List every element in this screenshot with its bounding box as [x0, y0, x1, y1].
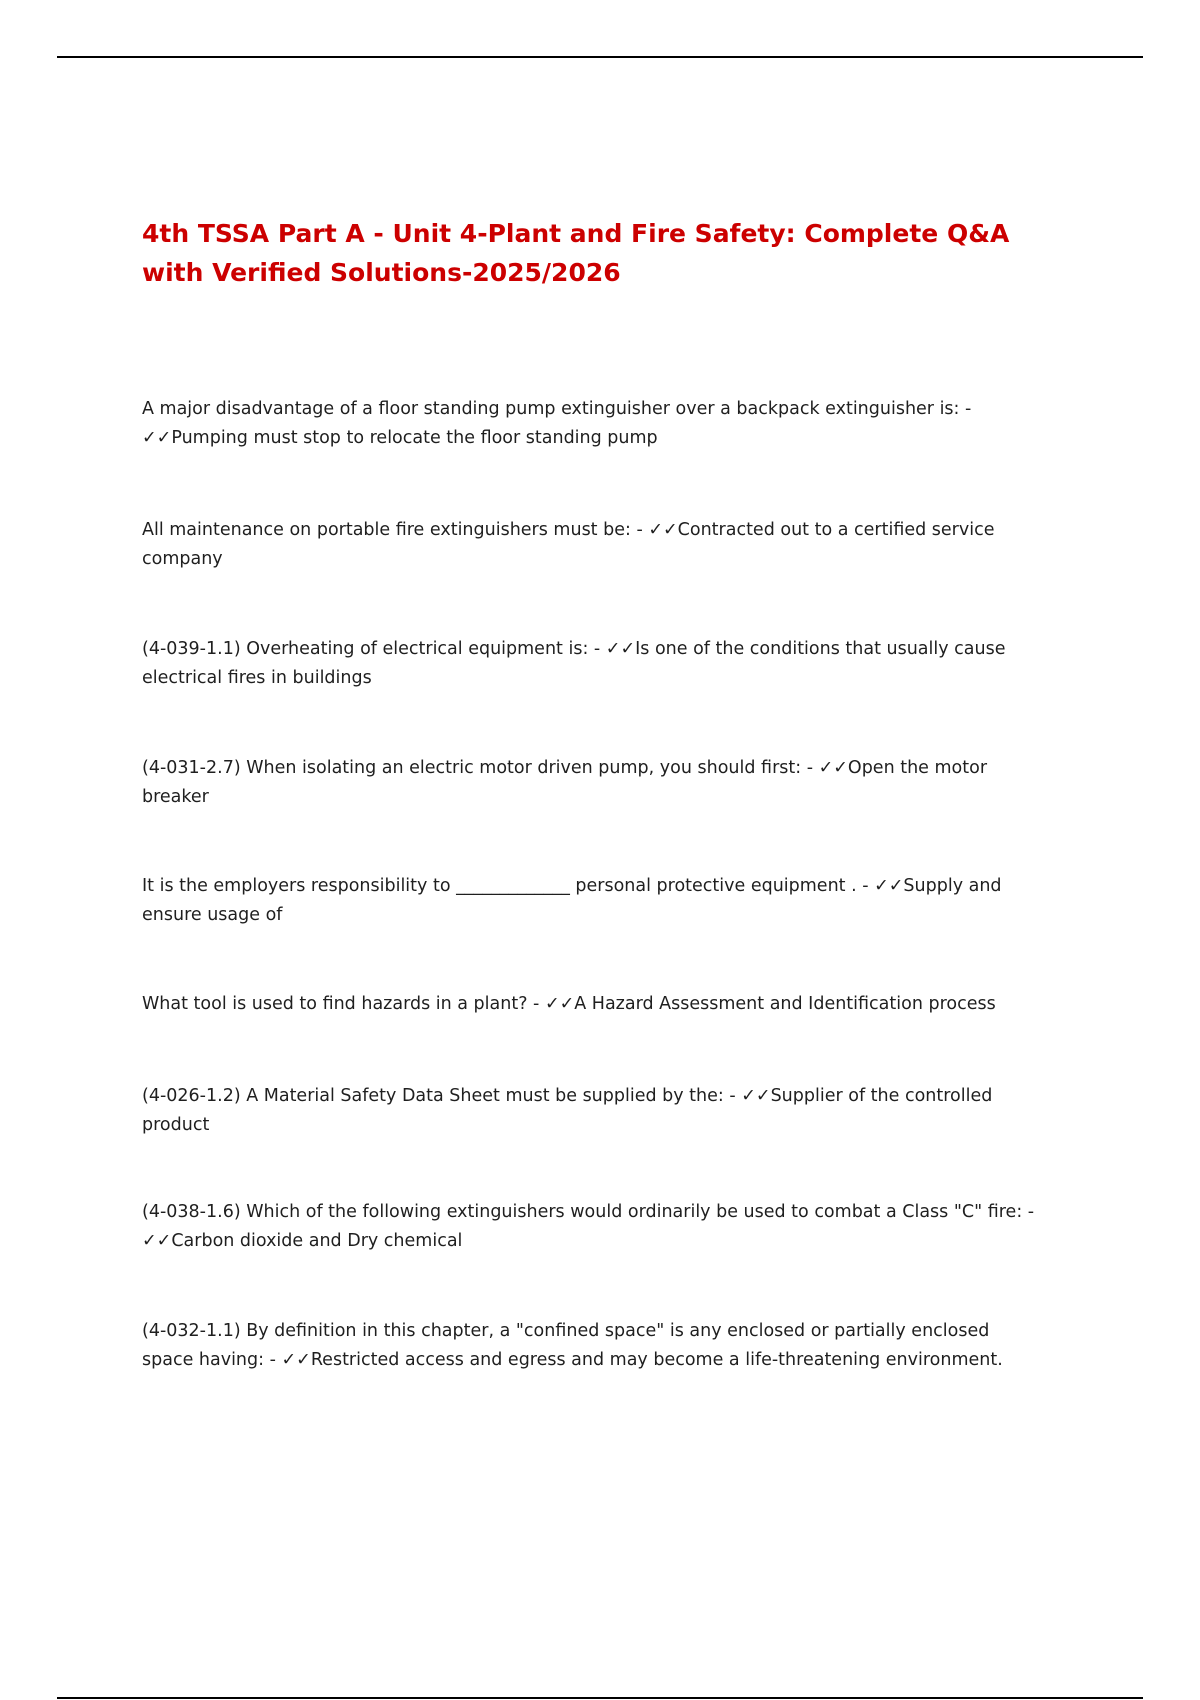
question-text: (4-038-1.6) Which of the following extinguishers would ordinarily be used to combat a Class "C" fire: -	[142, 1202, 1035, 1222]
question-text: A major disadvantage of a floor standing pump extinguisher over a backpack extinguisher is: -	[142, 399, 972, 419]
question-text: All maintenance on portable fire extinguishers must be: -	[142, 520, 649, 540]
checkmark-icon: ✓✓	[142, 428, 172, 448]
answer-text: Supplier of the controlled product	[142, 1086, 993, 1135]
qa-item-2	[142, 516, 1042, 574]
checkmark-icon: ✓✓	[741, 1086, 771, 1106]
question-text: (4-031-2.7) When isolating an electric motor driven pump, you should first: -	[142, 758, 819, 778]
checkmark-icon: ✓✓	[874, 876, 904, 896]
answer-text: Is one of the conditions that usually cause electrical fires in buildings	[142, 639, 1006, 688]
qa-item-1	[142, 395, 1042, 453]
checkmark-icon: ✓✓	[142, 1231, 172, 1251]
checkmark-icon: ✓✓	[544, 994, 575, 1014]
checkmark-icon: ✓✓	[281, 1350, 311, 1370]
answer-text: Supply and ensure usage of	[142, 876, 1002, 925]
qa-item-5	[142, 872, 1042, 930]
qa-item-4	[142, 754, 1042, 812]
question-text: (4-039-1.1) Overheating of electrical equipment is: -	[142, 639, 606, 659]
question-text: (4-032-1.1) By definition in this chapter, a "confined space" is any enclosed or partially enclosed space having: -	[142, 1321, 990, 1370]
answer-text: A Hazard Assessment and Identification process	[574, 994, 996, 1014]
checkmark-icon: ✓✓	[648, 520, 678, 540]
question-text: It is the employers responsibility to _____________ personal protective equipment . -	[142, 876, 875, 896]
answer-text: Contracted out to a certified service company	[142, 520, 995, 569]
qa-item-7	[142, 1082, 1042, 1140]
qa-item-9	[142, 1317, 1042, 1375]
qa-item-6	[142, 990, 1042, 1019]
qa-item-8	[142, 1198, 1042, 1256]
bottom-rule	[57, 1697, 1143, 1699]
top-rule	[57, 56, 1143, 58]
qa-item-3	[142, 635, 1042, 693]
document-title: 4th TSSA Part A - Unit 4-Plant and Fire Safety: Complete Q&A with Verified Solutions-2025/2026	[142, 219, 1010, 287]
checkmark-icon: ✓✓	[818, 758, 848, 778]
answer-text: Carbon dioxide and Dry chemical	[171, 1231, 463, 1251]
question-text: (4-026-1.2) A Material Safety Data Sheet must be supplied by the: -	[142, 1086, 742, 1106]
question-text: What tool is used to find hazards in a plant? -	[142, 994, 545, 1014]
answer-text: Pumping must stop to relocate the floor standing pump	[171, 428, 658, 448]
checkmark-icon: ✓✓	[605, 639, 636, 659]
answer-text: Open the motor breaker	[142, 758, 988, 807]
answer-text: Restricted access and egress and may become a life-threatening environment.	[310, 1350, 1003, 1370]
